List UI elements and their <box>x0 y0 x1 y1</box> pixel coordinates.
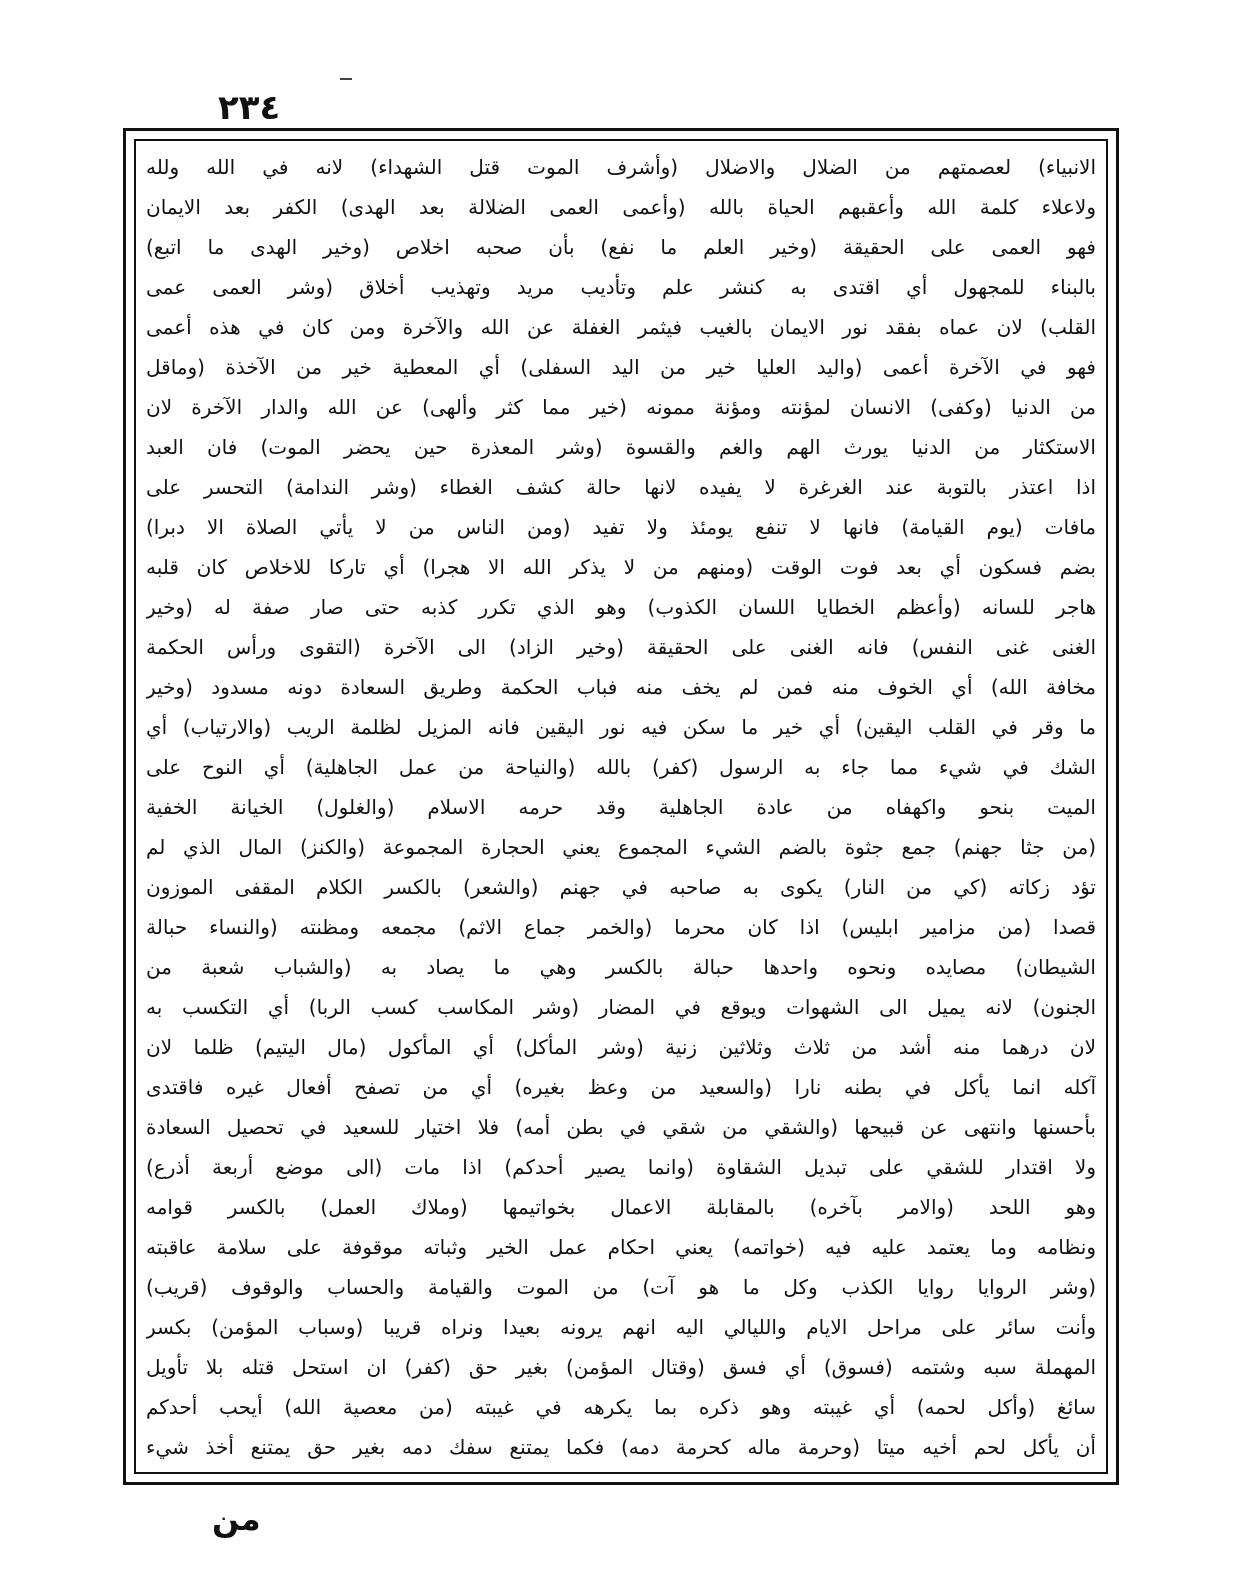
text-line-7: من الدنيا (وكفى) الانسان لمؤنته ومؤنة ممونه (خير مما كثر وألهى) عن الله والدار الآخرة لان <box>146 395 1096 419</box>
text-line-16: الشك في شيء مما جاء به الرسول (كفر) بالله (والنياحة من عمل الجاهلية) أي النوح على <box>146 755 1096 779</box>
text-line-28: ونظامه وما يعتمد عليه فيه (خواتمه) يعني احكام عمل الخير وثباته موقوفة على سلامة عاقبته <box>146 1235 1096 1259</box>
text-line-24: آكله انما يأكل في بطنه نارا (والسعيد من وعظ بغيره) أي من تصفح أفعال غيره فاقتدى <box>146 1075 1096 1099</box>
text-line-12: هاجر للسانه (وأعظم الخطايا اللسان الكذوب) وهو الذي تكرر كذبه حتى صار صفة له (وخير <box>146 595 1096 619</box>
text-line-26: ولا اقتدار للشقي على تبديل الشقاوة (وانما يصير أحدكم) اذا مات (الى موضع أربعة أذرع) <box>146 1155 1096 1179</box>
body-text <box>146 148 1096 1466</box>
text-line-32: سائغ (وأكل لحمه) أي غيبته وهو ذكره بما يكرهه في غيبته (من معصية الله) أيحب أحدكم <box>146 1395 1096 1419</box>
page-number: ٢٣٤ <box>218 88 281 128</box>
text-line-15: ما وقر في القلب اليقين) أي خير ما سكن فيه نور اليقين فانه المزيل لظلمة الريب (والارتياب) أي <box>146 715 1096 739</box>
text-line-25: بأحسنها وانتهى عن قبيحها (والشقي من شقي في بطن أمه) فلا اختيار للسعيد في تحصيل السعادة <box>146 1115 1096 1139</box>
text-line-8: الاستكثار من الدنيا يورث الهم والغم والقسوة (وشر المعذرة حين يحضر الموت) فان العبد <box>146 435 1096 459</box>
top-mark <box>340 78 352 80</box>
catchword: من <box>212 1500 261 1538</box>
text-line-14: مخافة الله) أي الخوف منه فمن لم يخف منه فباب الحكمة وطريق السعادة دونه مسدود (وخير <box>146 675 1096 699</box>
text-line-33: أن يأكل لحم أخيه ميتا (وحرمة ماله كحرمة دمه) فكما يمتنع سفك دمه بغير حق يمتنع أخذ شيء <box>146 1435 1096 1459</box>
text-line-31: المهملة سبه وشتمه (فسوق) أي فسق (وقتال المؤمن) بغير حق (كفر) ان استحل قتله بلا تأويل <box>146 1355 1096 1379</box>
text-line-13: الغنى غنى النفس) فانه الغنى على الحقيقة (وخير الزاد) الى الآخرة (التقوى ورأس الحكمة <box>146 635 1096 659</box>
text-line-27: وهو اللحد (والامر بآخره) بالمقابلة الاعمال بخواتيمها (وملاك العمل) بالكسر قوامه <box>146 1195 1096 1219</box>
text-line-9: اذا اعتذر بالتوبة عند الغرغرة لا يفيده لانها حالة كشف الغطاء (وشر الندامة) التحسر على <box>146 475 1096 499</box>
text-line-29: (وشر الروايا روايا الكذب وكل ما هو آت) من الموت والقيامة والحساب والوقوف (قريب) <box>146 1275 1096 1299</box>
text-line-22: الجنون) لانه يميل الى الشهوات ويوقع في المضار (وشر المكاسب كسب الربا) أي التكسب به <box>146 995 1096 1019</box>
text-line-21: الشيطان) مصايده ونحوه واحدها حبالة بالكسر وهي ما يصاد به (والشباب شعبة من <box>146 955 1096 979</box>
text-line-19: تؤد زكاته (كي من النار) يكوى به صاحبه في جهنم (والشعر) بالكسر الكلام المقفى الموزون <box>146 875 1096 899</box>
text-line-23: لان درهما منه أشد من ثلاث وثلاثين زنية (وشر المأكل) أي المأكول (مال اليتيم) ظلما لان <box>146 1035 1096 1059</box>
text-line-5: القلب) لان عماه بفقد نور الايمان بالغيب فيثمر الغفلة عن الله والآخرة ومن كان في هذه أعمى <box>146 315 1096 339</box>
text-line-6: فهو في الآخرة أعمى (واليد العليا خير من اليد السفلى) أي المعطية خير من الآخذة (وماقل <box>146 355 1096 379</box>
text-line-4: بالبناء للمجهول أي اقتدى به كنشر علم وتأديب مريد وتهذيب أخلاق (وشر العمى عمى <box>146 275 1096 299</box>
text-line-30: وأنت سائر على مراحل الايام والليالي اليه انهم يرونه بعيدا ونراه قريبا (وسباب المؤمن) بكسر <box>146 1315 1096 1339</box>
text-line-3: فهو العمى على الحقيقة (وخير العلم ما نفع) بأن صحبه اخلاص (وخير الهدى ما اتبع) <box>146 235 1096 259</box>
text-line-2: ولاعلاء كلمة الله وأعقبهم الحياة بالله (وأعمى العمى الضلالة بعد الهدى) الكفر بعد الايمان <box>146 195 1096 219</box>
text-line-18: (من جثا جهنم) جمع جثوة بالضم الشيء المجموع يعني الحجارة المجموعة (والكنز) المال الذي لم <box>146 835 1096 859</box>
text-line-17: الميت بنحو واكهفاه من عادة الجاهلية وقد حرمه الاسلام (والغلول) الخيانة الخفية <box>146 795 1096 819</box>
text-line-11: بضم فسكون أي بعد فوت الوقت (ومنهم من لا يذكر الله الا هجرا) أي تاركا للاخلاص كان قلبه <box>146 555 1096 579</box>
text-line-1: الانبياء) لعصمتهم من الضلال والاضلال (وأشرف الموت قتل الشهداء) لانه في الله ولله <box>146 155 1096 179</box>
text-line-20: قصدا (من مزامير ابليس) اذا كان محرما (والخمر جماع الاثم) مجمعه ومظنته (والنساء حبالة <box>146 915 1096 939</box>
text-line-10: مافات (يوم القيامة) فانها لا تنفع يومئذ ولا تفيد (ومن الناس من لا يأتي الصلاة الا دبرا) <box>146 515 1096 539</box>
